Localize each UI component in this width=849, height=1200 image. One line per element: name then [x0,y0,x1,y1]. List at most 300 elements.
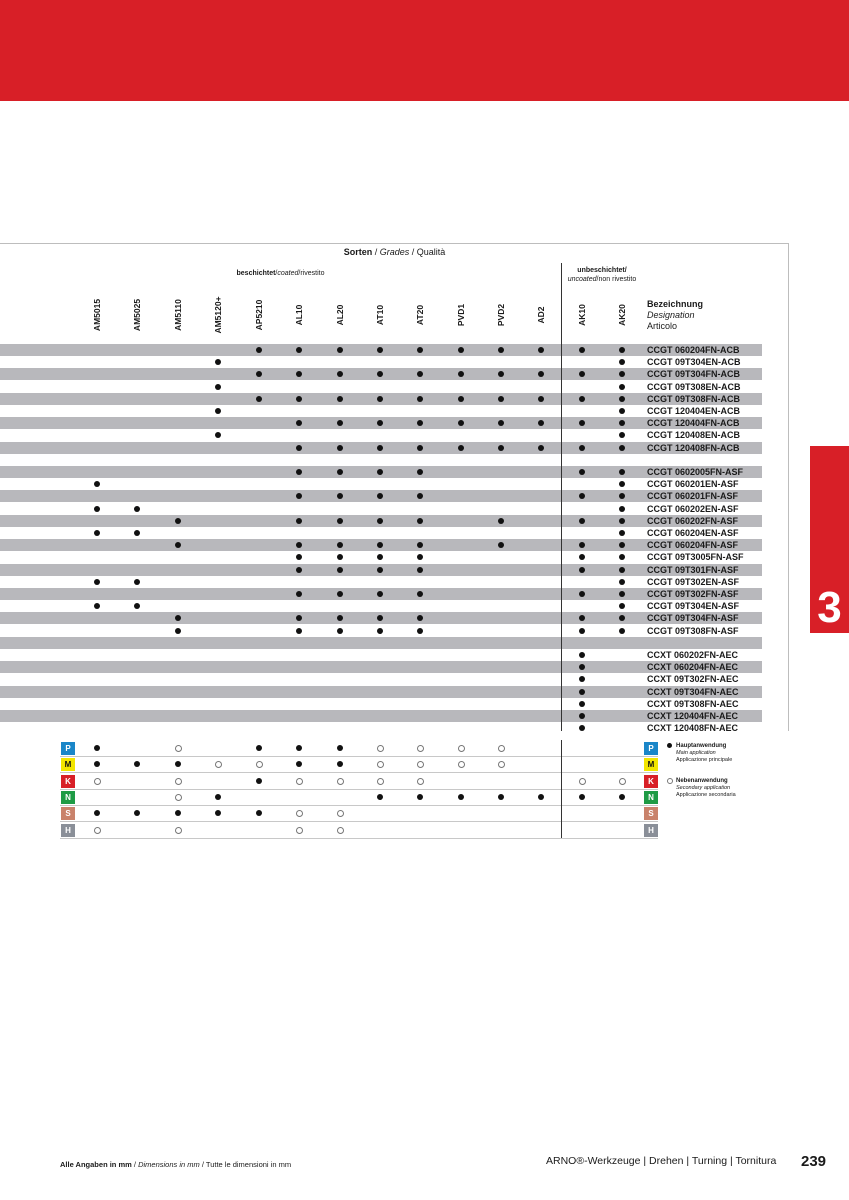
main-application-dot [498,542,504,548]
main-application-dot [337,542,343,548]
main-application-dot [619,359,625,365]
open-dot-icon [667,778,673,784]
main-application-dot [498,518,504,524]
article-designation: CCGT 060202FN-ASF [647,515,739,526]
material-badge-right: P [644,742,658,755]
article-designation: CCXT 120408FN-AEC [647,723,739,734]
material-badge-left: K [61,775,75,788]
main-application-dot [619,518,625,524]
main-application-dot [579,567,585,573]
material-row [60,756,658,773]
main-application-dot [579,347,585,353]
main-application-dot [538,445,544,451]
main-application-dot [94,761,100,767]
main-application-dot [498,396,504,402]
main-application-dot [94,810,100,816]
main-application-dot [215,794,221,800]
main-application-dot [337,371,343,377]
main-application-dot [175,810,181,816]
main-application-dot [498,371,504,377]
main-application-dot [579,794,585,800]
main-application-dot [579,420,585,426]
main-application-dot [538,420,544,426]
main-application-dot [579,689,585,695]
main-application-dot [417,445,423,451]
legend-main: Hauptanwendung Main application Applicazione principale [676,743,732,764]
main-application-dot [256,347,262,353]
secondary-application-dot [498,761,505,768]
main-application-dot [296,493,302,499]
main-application-dot [256,778,262,784]
grade-header-0 [90,290,104,340]
secondary-application-dot [296,810,303,817]
grade-label: AK10 [577,304,587,326]
main-application-dot [538,371,544,377]
table-row [0,405,762,417]
secondary-application-dot [296,827,303,834]
grade-header-5 [292,290,306,340]
filled-dot-icon [667,743,672,748]
main-application-dot [296,371,302,377]
main-application-dot [377,567,383,573]
material-row [60,740,658,757]
table-frame-top [0,243,789,244]
secondary-application-dot [458,761,465,768]
main-application-dot [94,603,100,609]
secondary-application-dot [579,778,586,785]
grade-label: AL10 [294,304,304,326]
main-application-dot [215,810,221,816]
secondary-application-dot [619,778,626,785]
grade-label: AD2 [536,306,546,324]
main-application-dot [579,591,585,597]
main-application-dot [175,761,181,767]
main-application-dot [619,481,625,487]
table-row [0,673,762,685]
main-application-dot [377,493,383,499]
main-application-dot [579,371,585,377]
article-designation: CCGT 09T3005FN-ASF [647,552,744,563]
table-row [0,686,762,698]
secondary-application-dot [337,778,344,785]
table-row [0,356,762,368]
article-designation: CCGT 120408FN-ACB [647,442,740,453]
main-application-dot [215,359,221,365]
grade-header-6 [333,290,347,340]
secondary-application-dot [337,810,344,817]
main-application-dot [579,493,585,499]
grade-header-11 [534,290,548,340]
article-designation: CCGT 120404EN-ACB [647,406,741,416]
main-application-dot [94,530,100,536]
article-designation: CCGT 060204FN-ACB [647,345,740,355]
main-application-dot [377,628,383,634]
main-application-dot [417,628,423,634]
table-row [0,637,762,649]
secondary-application-dot [417,778,424,785]
grade-header-3 [211,290,225,340]
main-application-dot [337,554,343,560]
table-row [0,539,762,551]
main-application-dot [134,603,140,609]
main-application-dot [337,761,343,767]
main-application-dot [377,518,383,524]
main-application-dot [417,615,423,621]
material-badge-right: M [644,758,658,771]
grade-label: AM5120+ [213,296,223,334]
main-application-dot [256,396,262,402]
main-application-dot [94,579,100,585]
legend-secondary: Nebenanwendung Secondary application Applicazione secondaria [676,778,736,799]
article-designation: CCGT 120408EN-ACB [647,430,741,441]
main-application-dot [619,628,625,634]
article-designation: CCGT 120404FN-ACB [647,418,740,429]
secondary-application-dot [94,778,101,785]
main-application-dot [619,567,625,573]
secondary-application-dot [498,745,505,752]
table-row [0,466,762,478]
main-application-dot [296,347,302,353]
main-application-dot [94,481,100,487]
material-badge-right: S [644,807,658,820]
article-designation: CCGT 060202EN-ASF [647,503,739,514]
main-application-dot [619,432,625,438]
article-designation: CCGT 09T304FN-ACB [647,369,741,380]
main-application-dot [296,518,302,524]
main-application-dot [296,554,302,560]
page-number: 239 [801,1153,827,1170]
secondary-application-dot [296,778,303,785]
footer-breadcrumb: ARNO®-Werkzeuge | Drehen | Turning | Tornitura [546,1155,777,1167]
main-application-dot [579,554,585,560]
chapter-number: 3 [817,583,842,632]
main-application-dot [94,506,100,512]
table-row [0,649,762,661]
grade-header-10 [494,290,508,340]
grade-header-2 [171,290,185,340]
article-designation: CCGT 09T301FN-ASF [647,564,739,575]
main-application-dot [337,347,343,353]
secondary-application-dot [175,794,182,801]
table-row [0,600,762,612]
table-row [0,527,762,539]
secondary-application-dot [377,745,384,752]
material-badge-left: H [61,824,75,837]
table-row [0,612,762,624]
main-application-dot [579,701,585,707]
table-row [0,344,762,356]
article-designation: CCXT 060204FN-AEC [647,662,739,673]
table-row [0,625,762,637]
secondary-application-dot [175,827,182,834]
main-application-dot [619,615,625,621]
main-application-dot [175,518,181,524]
main-application-dot [175,615,181,621]
main-application-dot [498,794,504,800]
secondary-application-dot [256,761,263,768]
main-application-dot [94,745,100,751]
main-application-dot [619,603,625,609]
main-application-dot [296,445,302,451]
table-row [0,661,762,673]
material-badge-left: M [61,758,75,771]
grade-header-8 [413,290,427,340]
table-row [0,381,762,393]
table-row [0,393,762,405]
article-designation: CCXT 09T304FN-AEC [647,686,739,697]
article-designation: CCGT 09T302EN-ASF [647,576,740,587]
material-badge-left: N [61,791,75,804]
main-application-dot [256,810,262,816]
main-application-dot [215,432,221,438]
main-application-dot [337,745,343,751]
table-row [0,710,762,722]
top-red-banner [0,0,849,101]
grade-label: AP5210 [254,299,264,331]
main-application-dot [377,794,383,800]
table-row [0,564,762,576]
article-designation: CCXT 09T302FN-AEC [647,674,739,685]
main-application-dot [296,567,302,573]
main-application-dot [619,347,625,353]
main-application-dot [619,591,625,597]
main-application-dot [579,445,585,451]
main-application-dot [417,542,423,548]
main-application-dot [296,745,302,751]
grade-label: PVD1 [456,303,466,327]
secondary-application-dot [175,778,182,785]
secondary-application-dot [417,745,424,752]
main-application-dot [337,615,343,621]
secondary-application-dot [175,745,182,752]
main-application-dot [134,530,140,536]
main-application-dot [134,506,140,512]
material-badge-left: P [61,742,75,755]
main-application-dot [579,396,585,402]
material-table-separator [561,740,562,838]
secondary-application-dot [337,827,344,834]
grade-label: AT20 [415,304,425,326]
main-application-dot [417,794,423,800]
article-designation: CCGT 060201EN-ASF [647,479,739,490]
secondary-application-dot [377,778,384,785]
main-application-dot [296,396,302,402]
main-application-dot [619,579,625,585]
table-row [0,551,762,563]
article-designation: CCGT 09T308EN-ACB [647,381,741,392]
main-application-dot [215,408,221,414]
main-application-dot [417,591,423,597]
main-application-dot [579,518,585,524]
table-row [0,442,762,454]
article-designation: CCGT 060201FN-ASF [647,491,739,502]
material-badge-left: S [61,807,75,820]
main-application-dot [619,408,625,414]
main-application-dot [579,713,585,719]
main-application-dot [377,420,383,426]
main-application-dot [417,554,423,560]
main-application-dot [619,420,625,426]
main-application-dot [579,652,585,658]
article-designation: CCGT 09T308FN-ACB [647,393,741,404]
main-application-dot [619,445,625,451]
coated-heading: beschichtet/coated/rivestito [236,270,325,277]
main-application-dot [498,445,504,451]
main-application-dot [579,469,585,475]
main-application-dot [538,347,544,353]
main-application-dot [619,371,625,377]
material-badge-right: H [644,824,658,837]
material-badge-right: N [644,791,658,804]
table-row [0,515,762,527]
designation-heading: Bezeichnung Designation Articolo [647,299,704,331]
main-application-dot [175,542,181,548]
grade-label: AK20 [617,304,627,326]
main-application-dot [619,506,625,512]
main-application-dot [458,445,464,451]
material-row [60,789,658,806]
main-application-dot [458,347,464,353]
main-application-dot [256,745,262,751]
table-row [0,368,762,380]
main-application-dot [619,530,625,536]
table-row [0,576,762,588]
main-application-dot [134,810,140,816]
table-row [0,478,762,490]
grades-heading: Sorten / Grades / Qualità [343,247,446,257]
main-application-dot [377,347,383,353]
article-designation: CCXT 120404FN-AEC [647,711,739,721]
main-application-dot [619,384,625,390]
main-application-dot [498,420,504,426]
main-application-dot [619,396,625,402]
main-application-dot [296,420,302,426]
main-application-dot [377,445,383,451]
main-application-dot [296,761,302,767]
main-application-dot [579,542,585,548]
main-application-dot [417,396,423,402]
main-application-dot [417,567,423,573]
main-application-dot [337,396,343,402]
main-application-dot [619,469,625,475]
main-application-dot [619,493,625,499]
main-application-dot [296,628,302,634]
grade-label: AM5110 [173,299,183,331]
material-row [60,773,658,790]
grade-label: PVD2 [496,303,506,327]
table-row [0,429,762,441]
secondary-application-dot [458,745,465,752]
main-application-dot [579,628,585,634]
main-application-dot [296,591,302,597]
table-row [0,503,762,515]
main-application-dot [377,615,383,621]
main-application-dot [579,725,585,731]
main-application-dot [417,347,423,353]
article-designation: CCXT 09T308FN-AEC [647,698,739,709]
article-designation: CCGT 0602005FN-ASF [647,467,744,477]
main-application-dot [296,542,302,548]
main-application-dot [619,554,625,560]
article-designation: CCGT 09T304EN-ASF [647,601,740,612]
main-application-dot [458,794,464,800]
main-application-dot [458,396,464,402]
article-designation: CCGT 09T302FN-ASF [647,589,739,599]
table-row [0,454,762,466]
article-designation: CCGT 09T304EN-ACB [647,357,741,368]
secondary-application-dot [417,761,424,768]
main-application-dot [538,396,544,402]
main-application-dot [215,384,221,390]
secondary-application-dot [377,761,384,768]
grade-label: AM5025 [132,298,142,332]
table-row [0,698,762,710]
grade-header-1 [130,290,144,340]
table-row [0,588,762,600]
main-application-dot [619,794,625,800]
main-application-dot [337,493,343,499]
main-application-dot [134,579,140,585]
main-application-dot [417,469,423,475]
main-application-dot [337,420,343,426]
grade-header-12 [575,290,589,340]
table-row [0,722,762,734]
main-application-dot [337,591,343,597]
material-row [60,822,658,839]
grade-header-13 [615,290,629,340]
article-designation: CCGT 09T304FN-ASF [647,613,739,624]
main-application-dot [377,591,383,597]
main-application-dot [458,371,464,377]
main-application-dot [417,371,423,377]
main-application-dot [538,794,544,800]
main-application-dot [256,371,262,377]
main-application-dot [296,469,302,475]
main-application-dot [417,493,423,499]
table-row [0,490,762,502]
main-application-dot [377,554,383,560]
uncoated-heading: unbeschichtet/ uncoated/non rivestito [567,267,637,283]
table-frame-right [788,243,789,731]
grade-label: AL20 [335,304,345,326]
table-row [0,417,762,429]
main-application-dot [134,761,140,767]
main-application-dot [619,542,625,548]
material-badge-right: K [644,775,658,788]
main-application-dot [377,542,383,548]
main-application-dot [337,628,343,634]
main-application-dot [337,518,343,524]
grade-label: AT10 [375,304,385,326]
article-designation: CCXT 060202FN-AEC [647,650,739,660]
main-application-dot [498,347,504,353]
main-application-dot [377,371,383,377]
footer-dimensions-note: Alle Angaben in mm / Dimensions in mm / Tutte le dimensioni in mm [60,1160,292,1169]
main-application-dot [175,628,181,634]
main-application-dot [579,615,585,621]
main-application-dot [458,420,464,426]
main-application-dot [377,469,383,475]
main-application-dot [417,518,423,524]
main-application-dot [337,445,343,451]
grade-header-7 [373,290,387,340]
coated-uncoated-separator [561,263,562,731]
main-application-dot [377,396,383,402]
article-designation: CCGT 060204EN-ASF [647,528,739,538]
secondary-application-dot [215,761,222,768]
article-designation: CCGT 060204FN-ASF [647,540,739,551]
main-application-dot [296,615,302,621]
